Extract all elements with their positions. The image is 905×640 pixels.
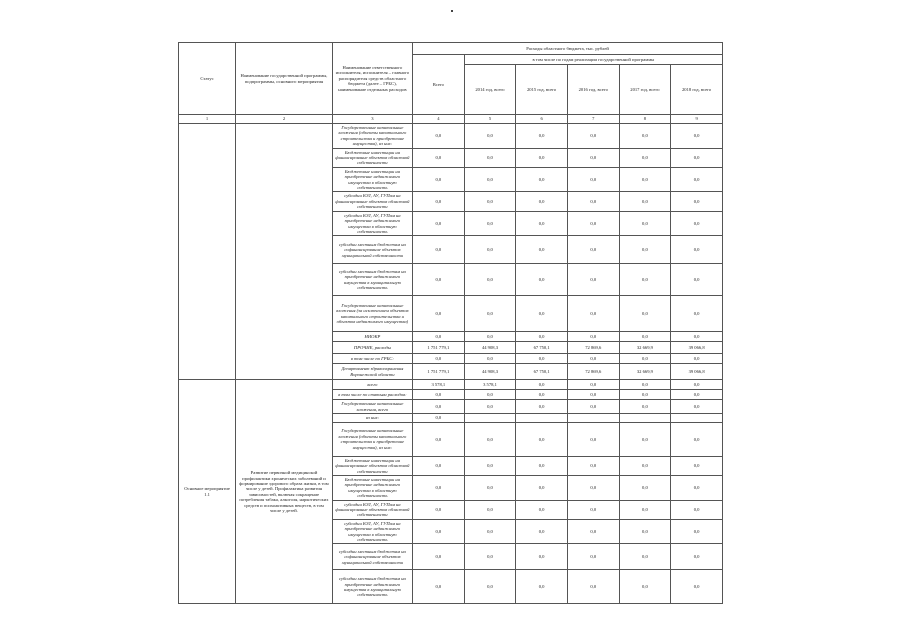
- value-cell: 3 578,1: [413, 380, 465, 390]
- header-col-number: 9: [671, 115, 723, 124]
- value-cell: 0,0: [464, 456, 516, 475]
- value-cell: 0,0: [567, 544, 619, 570]
- value-cell: 0,0: [567, 332, 619, 342]
- value-cell: 0,0: [567, 380, 619, 390]
- value-cell: 0,0: [516, 456, 568, 475]
- value-cell: 0,0: [464, 332, 516, 342]
- value-cell: 44 908,3: [464, 364, 516, 380]
- value-cell: 0,0: [671, 296, 723, 332]
- value-cell: 0,0: [464, 544, 516, 570]
- value-cell: 0,0: [567, 570, 619, 604]
- header-year: 2017 год, всего: [619, 65, 671, 115]
- value-cell: 0,0: [413, 124, 465, 149]
- value-cell: 0,0: [671, 354, 723, 364]
- value-cell: 0,0: [671, 500, 723, 519]
- value-cell: 1 751 779,1: [413, 364, 465, 380]
- value-cell: 0,0: [671, 422, 723, 456]
- value-cell: 0,0: [619, 332, 671, 342]
- value-cell: 0,0: [567, 192, 619, 211]
- value-cell: 0,0: [516, 475, 568, 500]
- header-year: 2018 год, всего: [671, 65, 723, 115]
- value-cell: 0,0: [671, 148, 723, 167]
- value-cell: 0,0: [516, 544, 568, 570]
- value-cell: 32 669,9: [619, 342, 671, 354]
- budget-table: [178, 42, 723, 604]
- value-cell: 0,0: [464, 192, 516, 211]
- expense-label: в том числе по статьям расходов:: [332, 390, 412, 400]
- header-source: Наименование ответственного исполнителя, исполнителя – главного распорядителя средств областного бюджета (далее – ГРБС), наименование отдельных расходов: [332, 43, 412, 115]
- value-cell: 0,0: [464, 400, 516, 414]
- value-cell: 0,0: [464, 264, 516, 296]
- value-cell: 0,0: [516, 264, 568, 296]
- value-cell: 0,0: [464, 422, 516, 456]
- value-cell: 3 578,1: [464, 380, 516, 390]
- value-cell: 0,0: [516, 167, 568, 192]
- value-cell: 0,0: [619, 422, 671, 456]
- value-cell: 0,0: [516, 354, 568, 364]
- value-cell: 0,0: [671, 380, 723, 390]
- value-cell: 0,0: [619, 296, 671, 332]
- header-col-number: 3: [332, 115, 412, 124]
- value-cell: 0,0: [567, 519, 619, 544]
- value-cell: 0,0: [619, 456, 671, 475]
- expense-label: Государственные капитальные вложения (объекты капитального строительства и приобретение имущества), из них:: [332, 422, 412, 456]
- value-cell: 0,0: [619, 354, 671, 364]
- value-cell: 0,0: [516, 192, 568, 211]
- header-col-number: 6: [516, 115, 568, 124]
- value-cell: 0,0: [464, 124, 516, 149]
- value-cell: 0,0: [413, 236, 465, 264]
- value-cell: 0,0: [567, 500, 619, 519]
- value-cell: 0,0: [619, 236, 671, 264]
- value-cell: 0,0: [413, 390, 465, 400]
- value-cell: 0,0: [567, 124, 619, 149]
- header-name: Наименование государственной программы, подпрограммы, основного мероприятия: [236, 43, 333, 115]
- expense-label: ПРОЧИЕ, расходы: [332, 342, 412, 354]
- value-cell: 0,0: [413, 264, 465, 296]
- header-year: 2014 год, всего: [464, 65, 516, 115]
- value-cell: 0,0: [619, 500, 671, 519]
- value-cell: 0,0: [413, 296, 465, 332]
- expense-label: субсидии местным бюджетам на софинансирование объектов муниципальной собственности: [332, 544, 412, 570]
- value-cell: 0,0: [413, 354, 465, 364]
- value-cell: 0,0: [567, 264, 619, 296]
- value-cell: 0,0: [516, 400, 568, 414]
- value-cell: 0,0: [413, 192, 465, 211]
- header-col-number: 8: [619, 115, 671, 124]
- header-col-number: 2: [236, 115, 333, 124]
- expense-label: всего: [332, 380, 412, 390]
- value-cell: [619, 414, 671, 422]
- header-by-years: в том числе по годам реализации государственной программы: [464, 55, 722, 65]
- expense-label: субсидии местным бюджетам на приобретение недвижимого имущества в муниципальную собственность: [332, 264, 412, 296]
- value-cell: 0,0: [671, 475, 723, 500]
- value-cell: 0,0: [464, 519, 516, 544]
- expense-label: Бюджетные инвестиции на приобретение недвижимого имущества в областную собственность: [332, 475, 412, 500]
- value-cell: 1 751 779,1: [413, 342, 465, 354]
- main-event-name: Развитие первичной медицинской профилактики хронических заболеваний и формирование здорового образа жизни, в том числе у детей. Профилактика развития зависимостей, включая сокращение потребления табака, алкоголя, наркотических средств и психоактивных веществ, в том числе у детей.: [236, 380, 333, 604]
- value-cell: 0,0: [413, 519, 465, 544]
- value-cell: 0,0: [567, 354, 619, 364]
- table-row: [179, 124, 723, 149]
- expense-label: субсидии ЮЛ, АУ, ГУПам на финансирование объектов областной собственности: [332, 192, 412, 211]
- value-cell: 44 908,3: [464, 342, 516, 354]
- value-cell: 0,0: [671, 211, 723, 236]
- value-cell: 72 869,6: [567, 364, 619, 380]
- value-cell: 0,0: [464, 390, 516, 400]
- value-cell: 0,0: [619, 570, 671, 604]
- value-cell: 0,0: [671, 390, 723, 400]
- expense-label: Департамент здравоохранения Воронежской области: [332, 364, 412, 380]
- main-event-status: Основное мероприятие 1.1: [179, 380, 236, 604]
- expense-label: субсидии ЮЛ, АУ, ГУПам на приобретение недвижимого имущества в областную собственность: [332, 211, 412, 236]
- value-cell: 0,0: [567, 400, 619, 414]
- value-cell: 0,0: [464, 167, 516, 192]
- value-cell: 67 750,1: [516, 364, 568, 380]
- value-cell: 0,0: [516, 296, 568, 332]
- value-cell: 32 669,9: [619, 364, 671, 380]
- value-cell: 0,0: [464, 296, 516, 332]
- value-cell: 0,0: [619, 167, 671, 192]
- value-cell: 0,0: [671, 332, 723, 342]
- value-cell: [567, 414, 619, 422]
- expense-label: из них:: [332, 414, 412, 422]
- value-cell: 0,0: [671, 167, 723, 192]
- value-cell: 0,0: [413, 211, 465, 236]
- value-cell: 39 066,8: [671, 342, 723, 354]
- value-cell: 0,0: [516, 390, 568, 400]
- value-cell: 39 066,8: [671, 364, 723, 380]
- header-year: 2015 год, всего: [516, 65, 568, 115]
- value-cell: 67 750,1: [516, 342, 568, 354]
- value-cell: 0,0: [671, 570, 723, 604]
- value-cell: 0,0: [516, 380, 568, 390]
- value-cell: 0,0: [413, 148, 465, 167]
- value-cell: 0,0: [413, 456, 465, 475]
- value-cell: 0,0: [567, 236, 619, 264]
- header-col-number: 4: [413, 115, 465, 124]
- value-cell: 0,0: [671, 124, 723, 149]
- value-cell: 0,0: [464, 475, 516, 500]
- value-cell: 0,0: [619, 192, 671, 211]
- value-cell: 72 869,6: [567, 342, 619, 354]
- value-cell: 0,0: [464, 500, 516, 519]
- value-cell: 0,0: [671, 192, 723, 211]
- value-cell: 0,0: [619, 544, 671, 570]
- value-cell: 0,0: [464, 148, 516, 167]
- value-cell: [516, 414, 568, 422]
- table-row: [179, 380, 723, 390]
- value-cell: 0,0: [567, 296, 619, 332]
- value-cell: [671, 414, 723, 422]
- value-cell: 0,0: [619, 211, 671, 236]
- header-col-number: 1: [179, 115, 236, 124]
- header-col-number: 7: [567, 115, 619, 124]
- value-cell: 0,0: [413, 544, 465, 570]
- header-status: Статус: [179, 43, 236, 115]
- value-cell: 0,0: [567, 211, 619, 236]
- value-cell: 0,0: [464, 354, 516, 364]
- value-cell: 0,0: [413, 570, 465, 604]
- value-cell: 0,0: [464, 211, 516, 236]
- empty-name-cell: [236, 124, 333, 380]
- value-cell: 0,0: [567, 390, 619, 400]
- header-expenses: Расходы областного бюджета, тыс. рублей: [413, 43, 723, 55]
- value-cell: 0,0: [567, 148, 619, 167]
- value-cell: 0,0: [671, 456, 723, 475]
- value-cell: 0,0: [619, 519, 671, 544]
- expense-label: субсидии ЮЛ, АУ, ГУПам на приобретение недвижимого имущества в областную собственность: [332, 519, 412, 544]
- expense-label: субсидии ЮЛ, АУ, ГУПам на финансирование объектов областной собственности: [332, 500, 412, 519]
- value-cell: 0,0: [413, 500, 465, 519]
- expense-label: Бюджетные инвестиции на финансирование объектов областной собственности: [332, 456, 412, 475]
- value-cell: 0,0: [619, 380, 671, 390]
- expense-label: Бюджетные инвестиции на финансирование объектов областной собственности: [332, 148, 412, 167]
- expense-label: НИОКР: [332, 332, 412, 342]
- value-cell: 0,0: [567, 475, 619, 500]
- value-cell: 0,0: [671, 236, 723, 264]
- value-cell: 0,0: [619, 475, 671, 500]
- value-cell: 0,0: [619, 148, 671, 167]
- value-cell: 0,0: [619, 264, 671, 296]
- value-cell: 0,0: [516, 422, 568, 456]
- empty-status-cell: [179, 124, 236, 380]
- value-cell: 0,0: [516, 124, 568, 149]
- header-year: 2016 год, всего: [567, 65, 619, 115]
- value-cell: 0,0: [464, 570, 516, 604]
- value-cell: 0,0: [464, 236, 516, 264]
- value-cell: 0,0: [413, 422, 465, 456]
- value-cell: 0,0: [413, 167, 465, 192]
- value-cell: 0,0: [516, 500, 568, 519]
- expense-label: Бюджетные инвестиции на приобретение недвижимого имущества в областную собственность: [332, 167, 412, 192]
- value-cell: 0,0: [619, 400, 671, 414]
- expense-label: субсидии местным бюджетам на софинансирование объектов муниципальной собственности: [332, 236, 412, 264]
- header-col-number: 5: [464, 115, 516, 124]
- expense-label: субсидии местным бюджетам на приобретение недвижимого имущества в муниципальную собственность: [332, 570, 412, 604]
- value-cell: 0,0: [413, 414, 465, 422]
- value-cell: 0,0: [671, 264, 723, 296]
- value-cell: 0,0: [619, 124, 671, 149]
- value-cell: 0,0: [516, 570, 568, 604]
- value-cell: 0,0: [567, 167, 619, 192]
- value-cell: 0,0: [413, 475, 465, 500]
- value-cell: 0,0: [671, 544, 723, 570]
- value-cell: 0,0: [671, 400, 723, 414]
- expense-label: Государственные капитальные вложения (объекты капитального строительства и приобретение имущества), из них:: [332, 124, 412, 149]
- page-mark: [451, 10, 453, 12]
- value-cell: 0,0: [413, 332, 465, 342]
- value-cell: 0,0: [516, 148, 568, 167]
- value-cell: [464, 414, 516, 422]
- expense-label: в том числе по ГРБС:: [332, 354, 412, 364]
- value-cell: 0,0: [516, 211, 568, 236]
- expense-label: Государственные капитальные вложения, всего: [332, 400, 412, 414]
- value-cell: 0,0: [516, 236, 568, 264]
- value-cell: 0,0: [671, 519, 723, 544]
- value-cell: 0,0: [516, 519, 568, 544]
- expense-label: Государственные капитальные вложения (за исключением объектов капитального строительства и объектов недвижимого имущества): [332, 296, 412, 332]
- value-cell: 0,0: [413, 400, 465, 414]
- value-cell: 0,0: [567, 422, 619, 456]
- header-total: Всего: [413, 55, 465, 115]
- value-cell: 0,0: [516, 332, 568, 342]
- value-cell: 0,0: [619, 390, 671, 400]
- value-cell: 0,0: [567, 456, 619, 475]
